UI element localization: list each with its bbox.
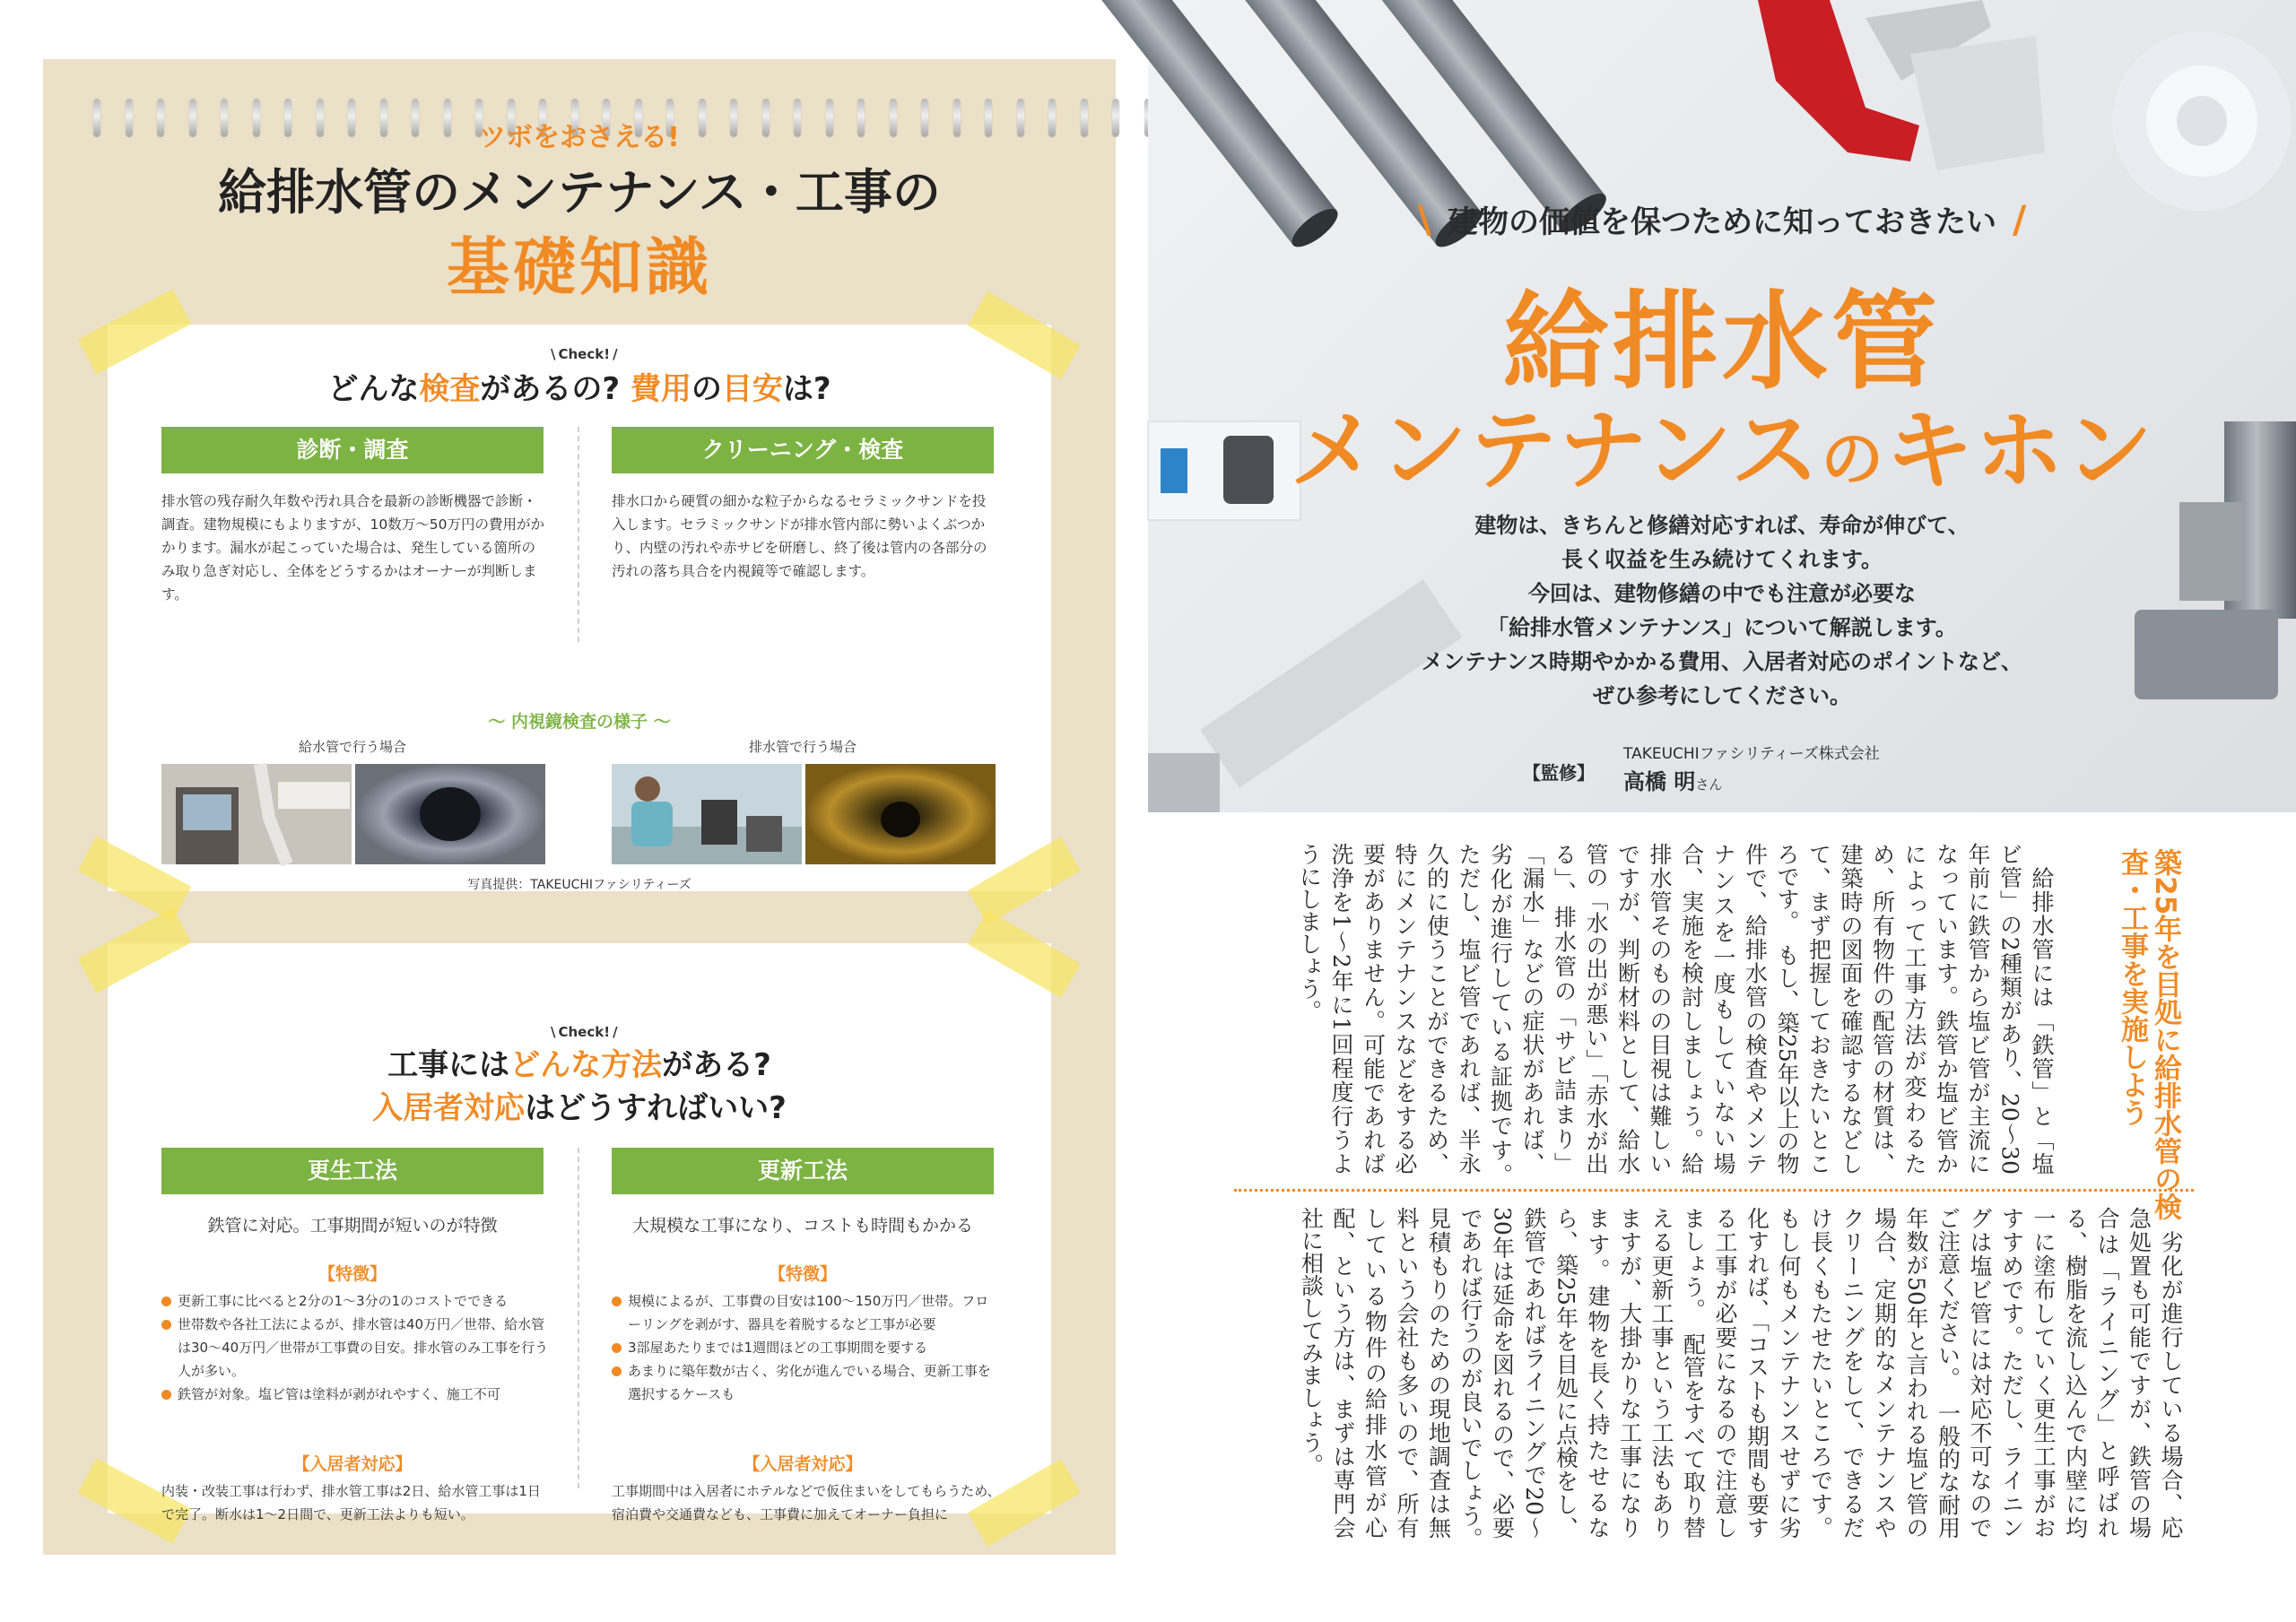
lead-line: 長く収益を生み続けてくれます。 [1561,547,1883,572]
cleaning-body: 排水口から硬質の細かな粒子からなるセラミックサンドを投入します。セラミックサンドが排水管内部に勢いよくぶつかり、内壁の汚れや赤サビを研磨し、終了後は管内の各部分の汚れの落ち具合を内視鏡等で確認します。 [612,493,987,579]
renewal-resident-label: 【入居者対応】 [743,1454,863,1474]
renewal-resident-text: 工事期間中は入居者にホテルなどで仮住まいをしてもらうため、宿泊費や交通費なども、工事費に加えてオーナー負担に [612,1483,1001,1522]
renewal-features-label: 【特徴】 [768,1264,837,1284]
supervisor-name: 高橋 明さん [1623,769,1723,794]
column-divider [578,427,579,642]
list-item: 世帯数や各社工法によるが、排水管は40万円／世帯、給水管は30〜40万円／世帯が工事費の目安。排水管のみ工事を行う人が多い。 [161,1313,551,1383]
column-divider [578,1148,579,1488]
lead-line: メンテナンス時期やかかる費用、入居者対応のポイントなど、 [1421,649,2023,674]
supervisor-label: 【監修】 [1523,762,1595,784]
rehab-method-heading: 更生工法 [161,1148,544,1194]
check-label: \ Check! / [551,346,618,362]
renewal-subtitle: 大規模な工事になり、コストも時間もかかる [631,1216,973,1236]
lead-line: 建物は、きちんと修繕対応すれば、寿命が伸びて、 [1474,513,1970,538]
rehab-features-label: 【特徴】 [317,1264,387,1284]
inspection-card [108,325,1051,891]
photo-drain-worker [612,764,802,864]
photo-drain-pipe-inside [805,764,996,864]
hero-title-line1: 給排水管 [1502,280,1941,403]
column-text-upper: 給排水管には「鉄管」と「塩ビ管」の2種類があり、20〜30年前に鉄管から塩ビ管が主流になっています。鉄管か塩ビ管かによって工事方法が変わるため、所有物件の配管の材質は、建築時の図面を確認するなどして、まず把握しておきたいところです。 もし、築25年以上の物件で、給排水管の検査やメンテナンスを一度もしていない場合、実施を検討しましょう。給排水管そのものの目視は難しいですが、判断材料として、給水管の「水の出が悪い」「赤水が出る」、排水管の「サビ詰まり」「漏水」などの症状があれば、劣化が進行している証拠です。 ただし、塩ビ管であれば、半永久的に使うことができるため、特にメンテナンスなどをする必要がありません。可能であれば洗浄を1〜2年に1回程度行うようにしましょう。 [1296,843,2055,1197]
lead-line: 今回は、建物修繕の中でも注意が必要な [1528,581,1916,606]
left-title-line2: 基礎知識 [447,230,712,304]
column-text-lower: 劣化が進行している場合、応急処置も可能ですが、鉄管の場合は「ライニング」と呼ばれる、樹脂を流し込んで内壁に均一に塗布していく更生工事がおすすめです。ただし、ライニングは塩ビ管には対応不可なのでご注意ください。 一般的な耐用年数が50年と言われる塩ビ管の場合、定期的なメンテナンスやクリーニングをして、できるだけ長くもたせたいところです。もし何もメンテナンスせずに劣化すれば、「コストも期間も要する工事が必要になるので注意しましょう。 配管をすべて取り替える更新工事という工法もありますが、大掛かりな工事になります。建物を長く持たせるなら、築25年を目処に点検をし、鉄管であればライニングで20〜30年は延命を図れるので、必要であれば行うのが良いでしょう。 見積もりのための現地調査は無料という会社も多いので、所有している物件の給排水管が心配、という方は、まずは専門会社に相談してみましょう。 [1298,1207,2184,1561]
lead-line: ぜひ参考にしてください。 [1593,683,1851,708]
tape-top-left [78,907,192,993]
column-heading: 築25年を目処に給排水管の検査・工事を実施しよう [2116,848,2181,1221]
left-title-line1: 給排水管のメンテナンス・工事の [218,164,941,221]
section2-question-line1: 工事にはどんな方法がある? [387,1047,771,1083]
lead-line: 「給排水管メンテナンス」について解説します。 [1487,615,1957,640]
cleaning-heading: クリーニング・検査 [612,427,994,473]
photo-label-supply: 給水管で行う場合 [298,739,406,755]
photo-label-drain: 排水管で行う場合 [748,739,857,755]
renewal-features-list [612,1289,1001,1406]
photo-credit: 写真提供：TAKEUCHIファシリティーズ [467,878,691,892]
rehab-features-list [161,1289,551,1406]
dotted-divider [1234,1189,2194,1192]
list-item: 3部屋あたりまでは1週間ほどの工事期間を要する [612,1336,1001,1359]
list-item: 鉄管が対象。塩ビ管は塗料が剥がれやすく、施工不可 [161,1383,551,1406]
renewal-method-heading: 更新工法 [612,1148,994,1194]
hero-tagline: \ 建物の価値を保つために知っておきたい / [1417,197,2027,241]
list-item: 更新工事に比べると2分の1〜3分の1のコストでできる [161,1289,551,1313]
rehab-subtitle: 鉄管に対応。工事期間が短いのが特徴 [207,1216,498,1236]
tape-top-right [968,910,1081,998]
section2-question-line2: 入居者対応はどうすればいい? [372,1090,787,1126]
left-page [43,59,1116,1555]
hero-title-line2: メンテナンスのキホン [1289,400,2155,502]
endoscope-title: 〜 内視鏡検査の様子 〜 [488,712,671,732]
list-item: 規模によるが、工事費の目安は100〜150万円／世帯。フローリングを剥がす、器具を着脱するなど工事が必要 [612,1289,1001,1336]
rehab-resident-label: 【入居者対応】 [292,1454,413,1474]
rehab-resident-text: 内装・改装工事は行わず、排水管工事は2日、給水管工事は1日で完了。断水は1〜2日間で、更新工法よりも短い。 [161,1483,541,1522]
construction-card [108,943,1051,1522]
hero-photo-area [1148,0,2296,812]
supervisor-company: TAKEUCHIファシリティーズ株式会社 [1623,745,1880,763]
diagnosis-body: 排水管の残存耐久年数や汚れ具合を最新の診断機器で診断・調査。建物規模にもよりますが、10数万〜50万円の費用がかかります。漏水が起こっていた場合は、発生している箇所のみ取り急ぎ対応し、全体をどうするかはオーナーが判断します。 [161,493,544,603]
diagnosis-heading: 診断・調査 [161,427,544,473]
left-kicker: ツボをおさえる! [479,122,680,153]
section1-question: どんな検査があるの? 費用の目安は? [327,371,831,407]
list-item: あまりに築年数が古く、劣化が進んでいる場合、更新工事を選択するケースも [612,1359,1001,1406]
check-label: \ Check! / [551,1024,618,1040]
photo-supply-equipment [161,764,352,864]
photo-supply-pipe-inside [355,764,545,864]
